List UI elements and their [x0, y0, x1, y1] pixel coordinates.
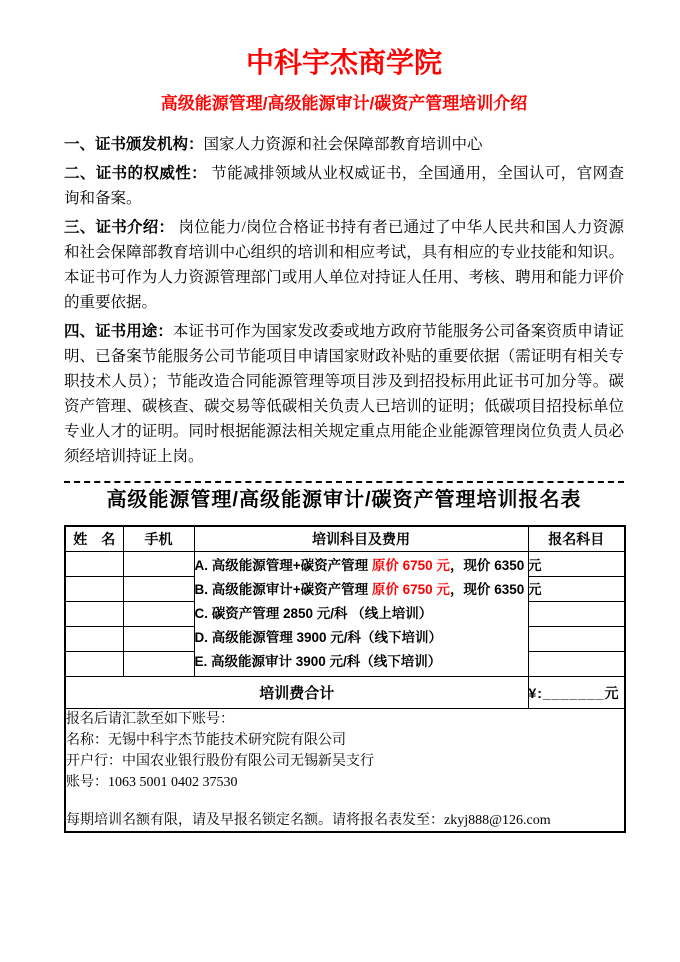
applicant-phone-cell[interactable] — [123, 627, 194, 652]
enroll-subject-cell[interactable] — [528, 577, 625, 602]
total-row — [65, 677, 625, 709]
payment-account-number: 账号：1063 5001 0402 37530 — [66, 775, 238, 790]
applicant-name-cell[interactable] — [65, 602, 123, 627]
payment-spacer — [66, 793, 624, 810]
paragraph-issuing-authority — [64, 132, 624, 157]
page-subtitle: 高级能源管理/高级能源审计/碳资产管理培训介绍 — [160, 94, 528, 113]
applicant-name-cell[interactable] — [65, 627, 123, 652]
total-label: 培训费合计 — [65, 677, 528, 709]
course-options-cell — [194, 552, 542, 677]
header-enroll-subject: 报名科目 — [528, 526, 625, 552]
paragraph-authority — [64, 161, 624, 211]
form-title: 高级能源管理/高级能源审计/碳资产管理培训报名表 — [106, 489, 582, 511]
payment-intro: 报名后请汇款至如下账号： — [66, 712, 234, 727]
paragraph-text: 国家人力资源和社会保障部教育培训中心 — [203, 136, 483, 153]
paragraph-certificate-usage — [64, 319, 624, 469]
applicant-phone-cell[interactable] — [123, 577, 194, 602]
course-option-a — [194, 554, 542, 578]
applicant-phone-cell[interactable] — [123, 652, 194, 677]
header-course-fee: 培训科目及费用 — [194, 526, 528, 552]
course-option-e — [195, 650, 528, 674]
dashed-separator — [64, 481, 624, 483]
enroll-subject-cell[interactable] — [528, 602, 625, 627]
course-text: D. 高级能源管理 3900 元/科（线下培训） — [194, 630, 443, 645]
paragraph-label: 一、证书颁发机构： — [64, 136, 204, 153]
payment-account-name: 名称：无锡中科宇杰节能技术研究院有限公司 — [66, 733, 346, 748]
course-option-c — [195, 602, 528, 626]
enroll-subject-cell[interactable] — [528, 652, 625, 677]
course-option-b — [194, 578, 542, 602]
applicant-phone-cell[interactable] — [123, 552, 194, 577]
course-current-price: ，现价 6350 元 — [449, 582, 542, 597]
enroll-subject-cell[interactable] — [528, 627, 625, 652]
total-amount-cell[interactable]: ¥:_______元 — [528, 677, 625, 709]
applicant-name-cell[interactable] — [65, 577, 123, 602]
page-title: 中科宇杰商学院 — [245, 47, 442, 78]
applicant-name-cell[interactable] — [65, 652, 123, 677]
course-current-price: ，现价 6350 元 — [449, 558, 542, 573]
paragraph-label: 三、证书介绍： — [64, 219, 175, 236]
intro-section — [64, 132, 624, 469]
payment-info-row — [65, 709, 625, 833]
applicant-name-cell[interactable] — [65, 552, 123, 577]
table-header-row — [65, 526, 625, 552]
payment-bank: 开户行：中国农业银行股份有限公司无锡新吴支行 — [66, 754, 374, 769]
table-row — [65, 552, 625, 577]
paragraph-certificate-intro — [64, 215, 624, 315]
course-option-d — [195, 626, 528, 650]
paragraph-text: 本证书可作为国家发改委或地方政府节能服务公司备案资质申请证明、已备案节能服务公司节能项目申请国家财政补贴的重要依据（需证明有相关专职技术人员）；节能改造合同能源管理等项目涉及到招投标用此证书可加分等。碳资产管理、碳核查、碳交易等低碳相关负责人已培训的证明；低碳项目招投标单位专业人才的证明。同时根据能源法相关规定重点用能企业能源管理岗位负责人员必须经培训持证上岗。 — [64, 323, 624, 465]
header-name: 姓 名 — [65, 526, 123, 552]
course-text: C. 碳资产管理 2850 元/科 （线上培训） — [194, 606, 433, 621]
course-original-price: 原价 6750 元 — [371, 582, 450, 597]
registration-note: 每期培训名额有限，请及早报名锁定名额。请将报名表发至：zkyj888@126.com — [66, 813, 551, 828]
applicant-phone-cell[interactable] — [123, 602, 194, 627]
course-text: A. 高级能源管理+碳资产管理 — [194, 558, 372, 573]
paragraph-label: 二、证书的权威性： — [64, 165, 207, 182]
paragraph-text: 岗位能力/岗位合格证书持有者已通过了中华人民共和国人力资源和社会保障部教育培训中心组织的培训和相应考试，具有相应的专业技能和知识。本证书可作为人力资源管理部门或用人单位对持证人任用、考核、聘用和能力评价的重要依据。 — [64, 219, 624, 311]
course-text: E. 高级能源审计 3900 元/科（线下培训） — [194, 654, 442, 669]
course-text: B. 高级能源审计+碳资产管理 — [194, 582, 372, 597]
registration-table — [64, 525, 626, 833]
enroll-subject-cell[interactable] — [528, 552, 625, 577]
paragraph-text: 节能减排领域从业权威证书，全国通用，全国认可，官网查询和备案。 — [64, 165, 624, 207]
payment-info-cell — [65, 709, 625, 833]
course-original-price: 原价 6750 元 — [371, 558, 450, 573]
header-phone: 手机 — [123, 526, 194, 552]
paragraph-label: 四、证书用途： — [64, 323, 173, 340]
